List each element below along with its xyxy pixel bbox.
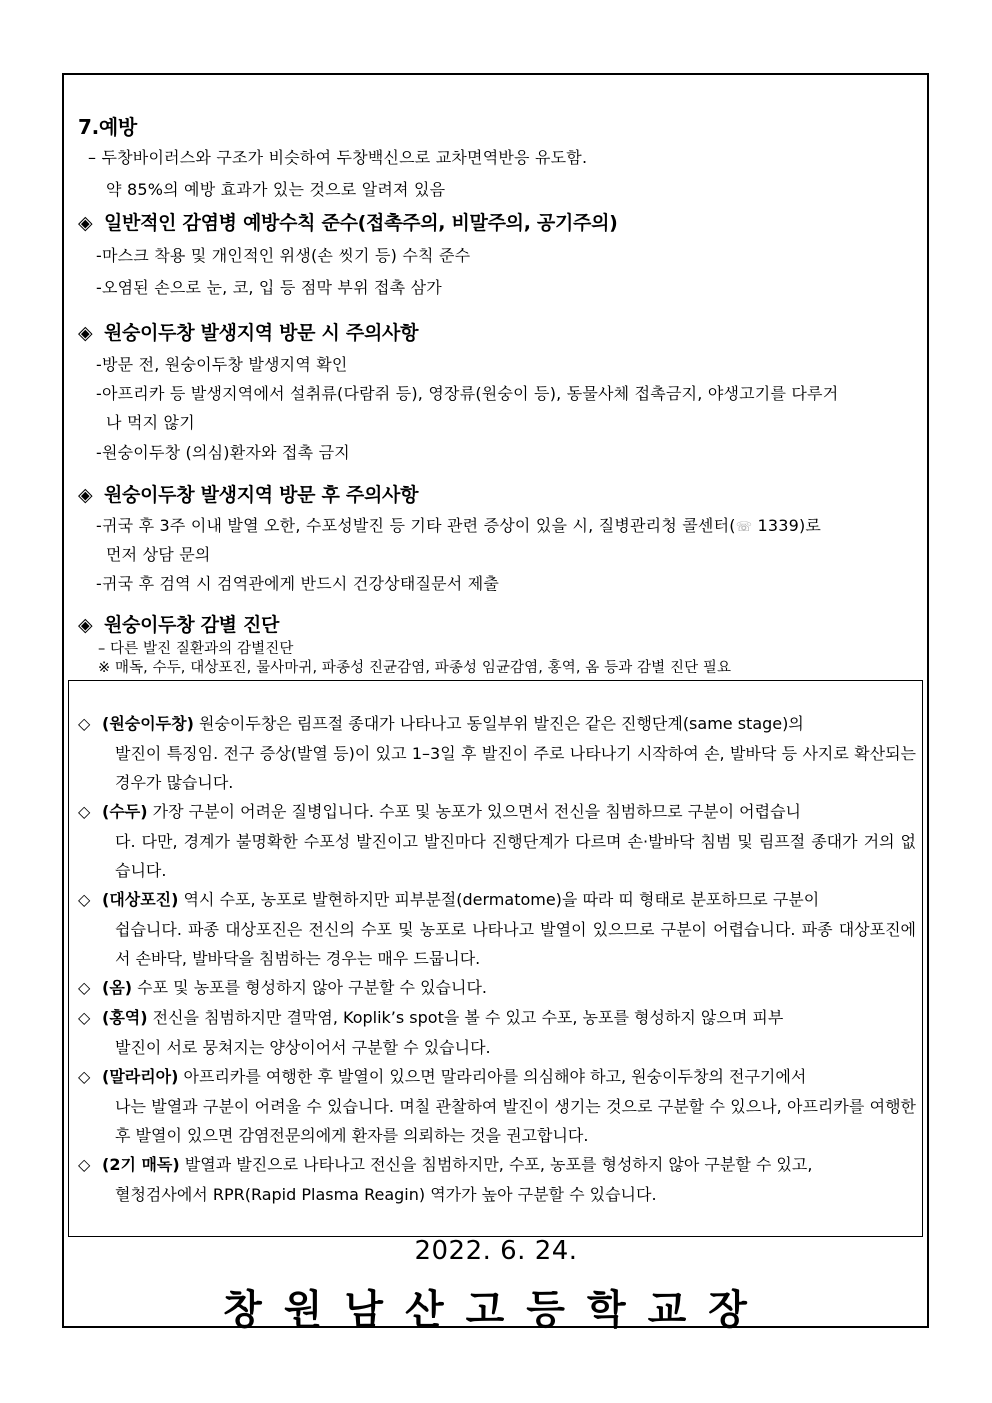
school-principal-signature: 창원남산고등학교장: [223, 1287, 769, 1333]
disease-item-chickenpox: [78, 797, 916, 886]
disease-term: (수두): [102, 802, 148, 821]
after-visit-line-3: -귀국 후 검역 시 검역관에게 반드시 건강상태질문서 제출: [96, 574, 500, 593]
disease-text: 수포 및 농포를 형성하지 않아 구분할 수 있습니다.: [132, 978, 487, 997]
differential-note: ※ 매독, 수두, 대상포진, 물사마귀, 파종성 진균감염, 파종성 임균감염, 홍역, 옴 등과 감별 진단 필요: [98, 660, 732, 676]
disease-item-shingles: [78, 885, 916, 974]
general-title: 일반적인 감염병 예방수칙 준수(접촉주의, 비말주의, 공기주의): [104, 212, 618, 234]
section-heading-differential: [78, 610, 279, 637]
hollow-diamond-icon: ◇: [78, 1067, 91, 1086]
disease-item-measles: [78, 1003, 916, 1062]
after-visit-line-1-text: -귀국 후 3주 이내 발열 오한, 수포성발진 등 기타 관련 증상이 있을 시, 질병관리청 콜센터(: [96, 516, 736, 535]
disease-text-cont: 다. 다만, 경계가 불명확한 수포성 발진이고 발진마다 진행단계가 다르며 손·발바닥 침범 및 림프절 종대가 거의 없습니다.: [115, 831, 916, 880]
diamond-bullet-icon: ◈: [78, 614, 93, 636]
call-center-number: 1339)로: [752, 516, 822, 535]
disease-text-cont: 혈청검사에서 RPR(Rapid Plasma Reagin) 역가가 높아 구분할 수 있습니다.: [115, 1184, 657, 1204]
disease-text: 아프리카를 여행한 후 발열이 있으면 말라리아를 의심해야 하고, 원숭이두창의 전구기에서: [178, 1067, 807, 1086]
after-visit-line-2: 먼저 상담 문의: [106, 545, 211, 564]
after-visit-line-1: [96, 513, 821, 536]
section-title-prevention: 7.예방: [78, 115, 137, 139]
section-heading-after-visit: [78, 480, 418, 507]
hollow-diamond-icon: ◇: [78, 978, 91, 997]
disease-term: (2기 매독): [102, 1155, 180, 1174]
disease-text: 원숭이두창은 림프절 종대가 나타나고 동일부위 발진은 같은 진행단계(same stage)의: [193, 714, 804, 733]
before-visit-line-1: -방문 전, 원숭이두창 발생지역 확인: [96, 355, 348, 374]
section-heading-general: [78, 208, 618, 235]
diamond-bullet-icon: ◈: [78, 212, 93, 234]
disease-item-monkeypox: [78, 709, 916, 798]
disease-term: (말라리아): [102, 1067, 179, 1086]
phone-icon: ☏: [735, 520, 753, 535]
diamond-bullet-icon: ◈: [78, 484, 93, 506]
disease-term: (홍역): [102, 1008, 148, 1027]
before-visit-line-3: 나 먹지 않기: [106, 413, 195, 432]
document-date: 2022. 6. 24.: [414, 1236, 578, 1266]
disease-term: (옴): [102, 978, 133, 997]
hollow-diamond-icon: ◇: [78, 1008, 91, 1027]
differential-line-1: – 다른 발진 질환과의 감별진단: [98, 641, 294, 657]
prevention-line-2: 약 85%의 예방 효과가 있는 것으로 알려져 있음: [106, 180, 446, 199]
hollow-diamond-icon: ◇: [78, 890, 91, 909]
disease-text: 전신을 침범하지만 결막염, Koplik’s spot을 볼 수 있고 수포, 농포를 형성하지 않으며 피부: [147, 1008, 784, 1027]
disease-text-cont: 쉽습니다. 파종 대상포진은 전신의 수포 및 농포로 나타나고 발열이 있으므로 구분이 어렵습니다. 파종 대상포진에서 손바닥, 발바닥을 침범하는 경우는 매우 드뭅니다.: [115, 919, 916, 968]
disease-term: (원숭이두창): [102, 714, 194, 733]
hollow-diamond-icon: ◇: [78, 1155, 91, 1174]
disease-text-cont: 발진이 특징임. 전구 증상(발열 등)이 있고 1–3일 후 발진이 주로 나타나기 시작하여 손, 발바닥 등 사지로 확산되는 경우가 많습니다.: [115, 743, 916, 792]
disease-text: 발열과 발진으로 나타나고 전신을 침범하지만, 수포, 농포를 형성하지 않아 구분할 수 있고,: [179, 1155, 813, 1174]
general-line-2: -오염된 손으로 눈, 코, 입 등 점막 부위 접촉 삼가: [96, 278, 442, 297]
after-visit-title: 원숭이두창 발생지역 방문 후 주의사항: [104, 484, 419, 506]
before-visit-line-4: -원숭이두창 (의심)환자와 접촉 금지: [96, 443, 350, 462]
prevention-line-1: – 두창바이러스와 구조가 비슷하여 두창백신으로 교차면역반응 유도함.: [88, 148, 588, 167]
disease-item-malaria: [78, 1062, 916, 1151]
disease-item-scabies: [78, 973, 916, 1003]
disease-text-cont: 발진이 서로 뭉쳐지는 양상이어서 구분할 수 있습니다.: [115, 1037, 491, 1057]
before-visit-title: 원숭이두창 발생지역 방문 시 주의사항: [104, 322, 419, 344]
disease-item-secondary-syphilis: [78, 1150, 916, 1209]
disease-term: (대상포진): [102, 890, 179, 909]
hollow-diamond-icon: ◇: [78, 714, 91, 733]
diamond-bullet-icon: ◈: [78, 322, 93, 344]
disease-text: 역시 수포, 농포로 발현하지만 피부분절(dermatome)을 따라 띠 형태로 분포하므로 구분이: [178, 890, 820, 909]
disease-text: 가장 구분이 어려운 질병입니다. 수포 및 농포가 있으면서 전신을 침범하므로 구분이 어렵습니: [147, 802, 801, 821]
before-visit-line-2: -아프리카 등 발생지역에서 설취류(다람쥐 등), 영장류(원숭이 등), 동물사체 접촉금지, 야생고기를 다루거: [96, 384, 839, 403]
general-line-1: -마스크 착용 및 개인적인 위생(손 씻기 등) 수칙 준수: [96, 246, 471, 265]
differential-title: 원숭이두창 감별 진단: [104, 614, 280, 636]
hollow-diamond-icon: ◇: [78, 802, 91, 821]
section-heading-before-visit: [78, 318, 418, 345]
disease-text-cont: 나는 발열과 구분이 어려울 수 있습니다. 며칠 관찰하여 발진이 생기는 것으로 구분할 수 있으나, 아프리카를 여행한 후 발열이 있으면 감염전문의에게 환자를 의뢰하는 것을 권고합니다.: [115, 1096, 916, 1145]
